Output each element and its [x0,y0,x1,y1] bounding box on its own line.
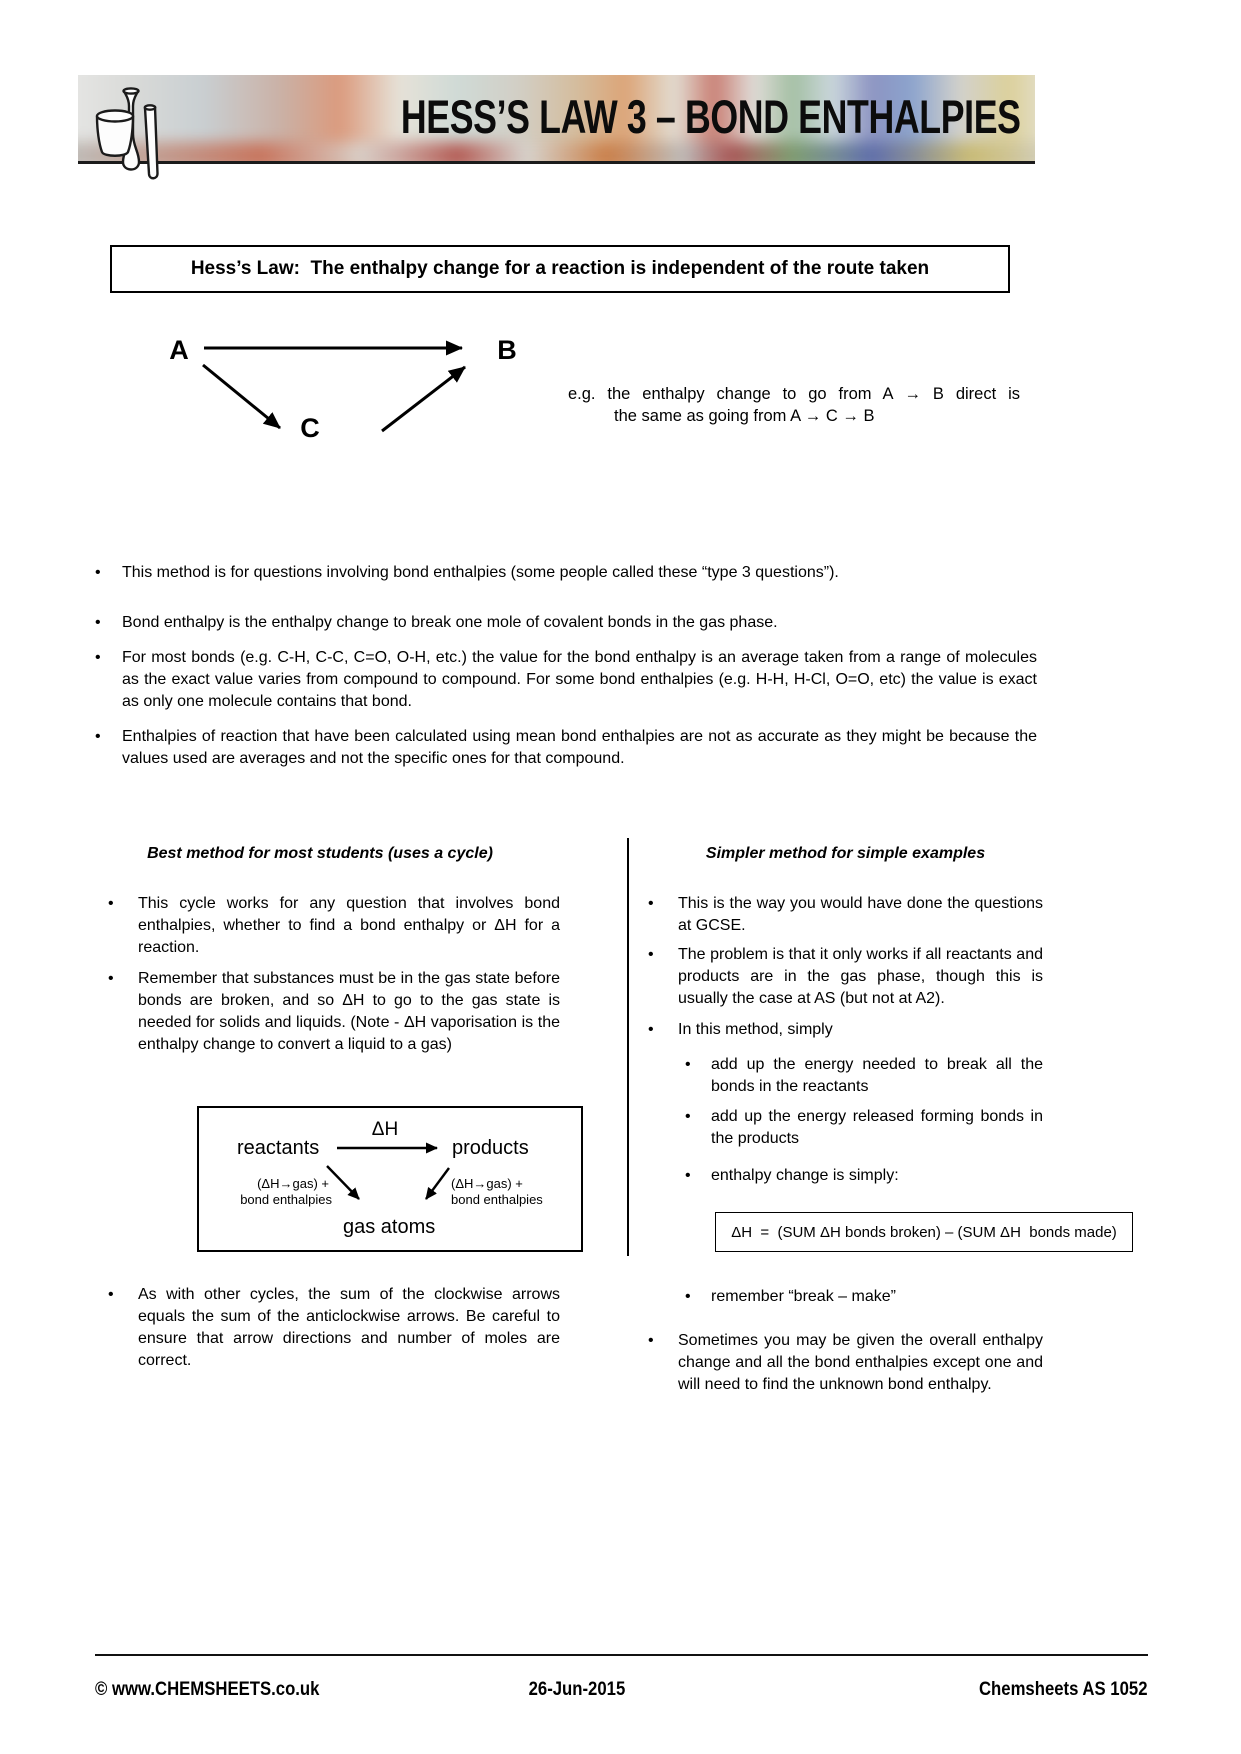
bullet-marker [685,1106,711,1150]
intro-bullet-text: Bond enthalpy is the enthalpy change to break one mole of covalent bonds in the gas phase. [122,614,778,631]
intro-bullet-text: For most bonds (e.g. C-H, C-C, C=O, O-H, etc.) the value for the bond enthalpy is an average taken from a range of molecules as the exact value varies from compound to compound. For some bond enthalpies (e.g. H-H, H-Cl, O=O, etc) the value is exact as only one molecule contains that bond. [122,649,1037,710]
right-bullet [648,893,1043,937]
right-sub-bullet-text: add up the energy released forming bonds in the products [711,1108,1043,1147]
intro-bullet-text: Enthalpies of reaction that have been calculated using mean bond enthalpies are not as accurate as they might be because the values used are averages and not the specific ones for that compound. [122,728,1037,767]
cycle-left-label-line1: (ΔH→gas) + [257,1176,329,1191]
right-bullet-text: This is the way you would have done the questions at GCSE. [678,895,1043,934]
hess-law-statement: Hess’s Law: The enthalpy change for a reaction is independent of the route taken [190,258,930,279]
cycle-diagram-box [197,1106,583,1252]
cycle-arrow-products-to-gas-atoms [426,1168,449,1199]
beaker-rim [97,111,133,122]
right-bullet-text: Sometimes you may be given the overall enthalpy change and all the bond enthalpies except one and will need to find the unknown bond enthalpy. [678,1332,1043,1393]
test-tube-rim [145,105,155,109]
cycle-gas-atoms-label: gas atoms [343,1216,436,1238]
cycle-products-label: products [452,1137,529,1159]
right-sub-bullet [685,1286,1043,1308]
left-bullet [108,1284,560,1372]
intro-bullet [95,647,1037,713]
bullet-marker [685,1165,711,1187]
arrow-c-to-b [382,367,465,431]
left-column [108,838,560,1458]
intro-bullet [95,562,1037,584]
cycle-left-label-line2: bond enthalpies [240,1192,332,1207]
right-column [648,838,1117,1458]
footer-reference [948,1679,1148,1701]
bullet-marker [108,968,138,1056]
lab-glassware-icon [93,86,185,186]
node-b-label: B [497,335,517,365]
right-sub-bullet [685,1106,1043,1150]
right-bullet-text: In this method, simply [678,1021,833,1038]
bullet-marker [685,1286,711,1308]
right-column-heading: Simpler method for simple examples [705,845,986,862]
cycle-right-label-line2: bond enthalpies [451,1192,543,1207]
footer-rule [95,1654,1148,1656]
bullet-marker [95,612,122,634]
bullet-marker [648,1330,678,1396]
right-sub-bullet-text: add up the energy needed to break all the bonds in the reactants [711,1056,1043,1095]
footer-copyright [95,1679,350,1701]
footer-date-text: 26-Jun-2015 [528,1679,626,1700]
hess-law-statement-box [110,245,1010,293]
left-bullet-text: As with other cycles, the sum of the clockwise arrows equals the sum of the anticlockwise arrows. Be careful to ensure that arrow directions and number of moles are correct. [138,1286,560,1369]
intro-bullet [95,612,1037,634]
node-c-label: C [300,413,320,443]
right-bullet [648,1019,1043,1041]
page-title-text: HESS’S LAW 3 – BOND ENTHALPIES [400,90,1021,143]
node-a-label: A [169,335,189,365]
intro-bullet-text: This method is for questions involving bond enthalpies (some people called these “type 3 questions”). [122,564,839,581]
cycle-right-label-line1: (ΔH→gas) + [451,1176,523,1191]
bullet-marker [95,647,122,713]
bullet-marker [108,893,138,959]
bullet-marker [108,1284,138,1372]
route-diagram [160,335,540,447]
left-bullet-text: This cycle works for any question that involves bond enthalpies, whether to find a bond enthalpy or ΔH for a reaction. [138,895,560,956]
right-sub-bullet [685,1165,1043,1187]
bullet-marker [95,726,122,770]
arrow-a-to-c [203,365,280,428]
left-bullet-text: Remember that substances must be in the gas state before bonds are broken, and so ΔH to go to the gas state is needed for solids and liquids. (Note - ΔH vaporisation is the enthalpy change to convert a liquid to a gas) [138,970,560,1053]
left-column-heading: Best method for most students (uses a cycle) [147,845,493,862]
bullet-marker [648,1019,678,1041]
example-note [568,383,1020,427]
right-bullet-text: The problem is that it only works if all reactants and products are in the gas phase, though this is usually the case at AS (but not at A2). [678,946,1043,1007]
right-bullet [648,1330,1043,1396]
left-bullet [108,893,560,959]
right-sub-bullet [685,1054,1043,1098]
example-line-1: e.g. the enthalpy change to go from A → B direct is [568,385,1020,403]
intro-bullet [95,726,1037,770]
bullet-marker [648,893,678,937]
column-divider [627,838,629,1256]
flask-rim [124,88,139,93]
footer-copyright-text: © www.CHEMSHEETS.co.uk [95,1679,320,1700]
enthalpy-formula: ΔH = (SUM ΔH bonds broken) – (SUM ΔH bonds made) [731,1223,1117,1241]
left-bullet [108,968,560,1056]
right-sub-bullet-text: enthalpy change is simply: [711,1167,899,1184]
page-title [78,75,1035,161]
bullet-marker [648,944,678,1010]
right-bullet [648,944,1043,1010]
header-banner [78,75,1035,164]
cycle-diagram [199,1108,581,1250]
bullet-marker [95,562,122,584]
bullet-marker [685,1054,711,1098]
test-tube-shape [145,107,158,178]
cycle-delta-h-label: ΔH [371,1119,399,1140]
enthalpy-formula-box [715,1212,1133,1252]
cycle-reactants-label: reactants [237,1137,320,1159]
footer-date [512,1679,642,1701]
right-sub-bullet-text: remember “break – make” [711,1288,896,1305]
footer-reference-text: Chemsheets AS 1052 [979,1679,1148,1700]
example-line-2: the same as going from A → C → B [614,407,875,425]
